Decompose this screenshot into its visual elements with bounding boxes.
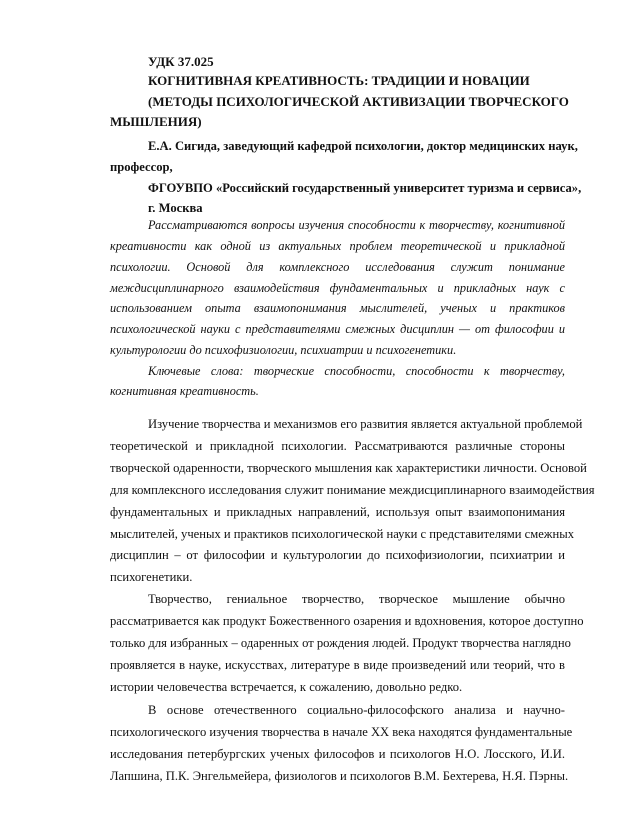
body-line: только для избранных – одаренных от рождения людей. Продукт творчества наглядно [110, 636, 571, 650]
body-line: исследования петербургских ученых философов и психологов Н.О. Лосского, И.И. [110, 747, 565, 761]
abstract-line: культурологии до психофизиологии, психиатрии и психогенетики. [110, 343, 457, 357]
body-line: дисциплин – от философии и культурологии до психофизиологии, психиатрии и [110, 548, 565, 562]
body-line: Лапшина, П.К. Энгельмейера, физиологов и психологов В.М. Бехтерева, Н.Я. Пэрны. [110, 769, 569, 783]
affiliation: ФГОУВПО «Российский государственный университет туризма и сервиса», [148, 181, 582, 195]
body-line: рассматривается как продукт Божественного озарения и вдохновения, которое доступно [110, 614, 584, 628]
abstract-line: креативности как одной из актуальных проблем теоретической и прикладной [110, 239, 565, 253]
city: г. Москва [148, 201, 203, 215]
keywords-line: когнитивная креативность. [110, 384, 259, 398]
body-line: фундаментальных и прикладных направлений, используя опыт взаимопонимания [110, 505, 565, 519]
abstract-line: использованием опыта взаимопонимания мыслителей, ученых и практиков [110, 301, 565, 315]
body-line: В основе отечественного социально-философского анализа и научно- [148, 703, 565, 717]
body-line: психогенетики. [110, 570, 193, 584]
body-line: психологического изучения творчества в начале XX века находятся фундаментальные [110, 725, 573, 739]
body-line: истории человечества встречается, к сожалению, довольно редко. [110, 680, 463, 694]
body-line: мыслителей, ученых и практиков психологической науки с представителями смежных [110, 527, 574, 541]
abstract-line: психологии. Основой для комплексного исследования служит понимание [110, 260, 565, 274]
title-line-2: (МЕТОДЫ ПСИХОЛОГИЧЕСКОЙ АКТИВИЗАЦИИ ТВОРЧЕСКОГО [148, 94, 569, 109]
keywords-line: Ключевые слова: творческие способности, способности к творчеству, [148, 364, 565, 378]
title-line-3: МЫШЛЕНИЯ) [110, 114, 202, 129]
author-line-2: профессор, [110, 160, 173, 174]
abstract-line: психологической науки с представителями смежных дисциплин — от философии и [110, 322, 565, 336]
body-line: Изучение творчества и механизмов его развития является актуальной проблемой [148, 417, 583, 431]
body-line: теоретической и прикладной психологии. Рассматриваются различные стороны [110, 439, 565, 453]
body-line: проявляется в науке, искусствах, литературе в виде произведений или теорий, что в [110, 658, 565, 672]
body-line: творческой одаренности, творческого мышления как характеристики личности. Основой [110, 461, 587, 475]
author-line-1: Е.А. Сигида, заведующий кафедрой психологии, доктор медицинских наук, [148, 139, 578, 153]
body-line: для комплексного исследования служит понимание междисциплинарного взаимодействия [110, 483, 595, 497]
abstract-line: междисциплинарного взаимодействия фундаментальных и прикладных наук с [110, 281, 565, 295]
udk-code: УДК 37.025 [148, 54, 214, 69]
title-line-1: КОГНИТИВНАЯ КРЕАТИВНОСТЬ: ТРАДИЦИИ И НОВАЦИИ [148, 73, 530, 88]
abstract-line: Рассматриваются вопросы изучения способности к творчеству, когнитивной [148, 218, 565, 232]
body-line: Творчество, гениальное творчество, творческое мышление обычно [148, 592, 565, 606]
